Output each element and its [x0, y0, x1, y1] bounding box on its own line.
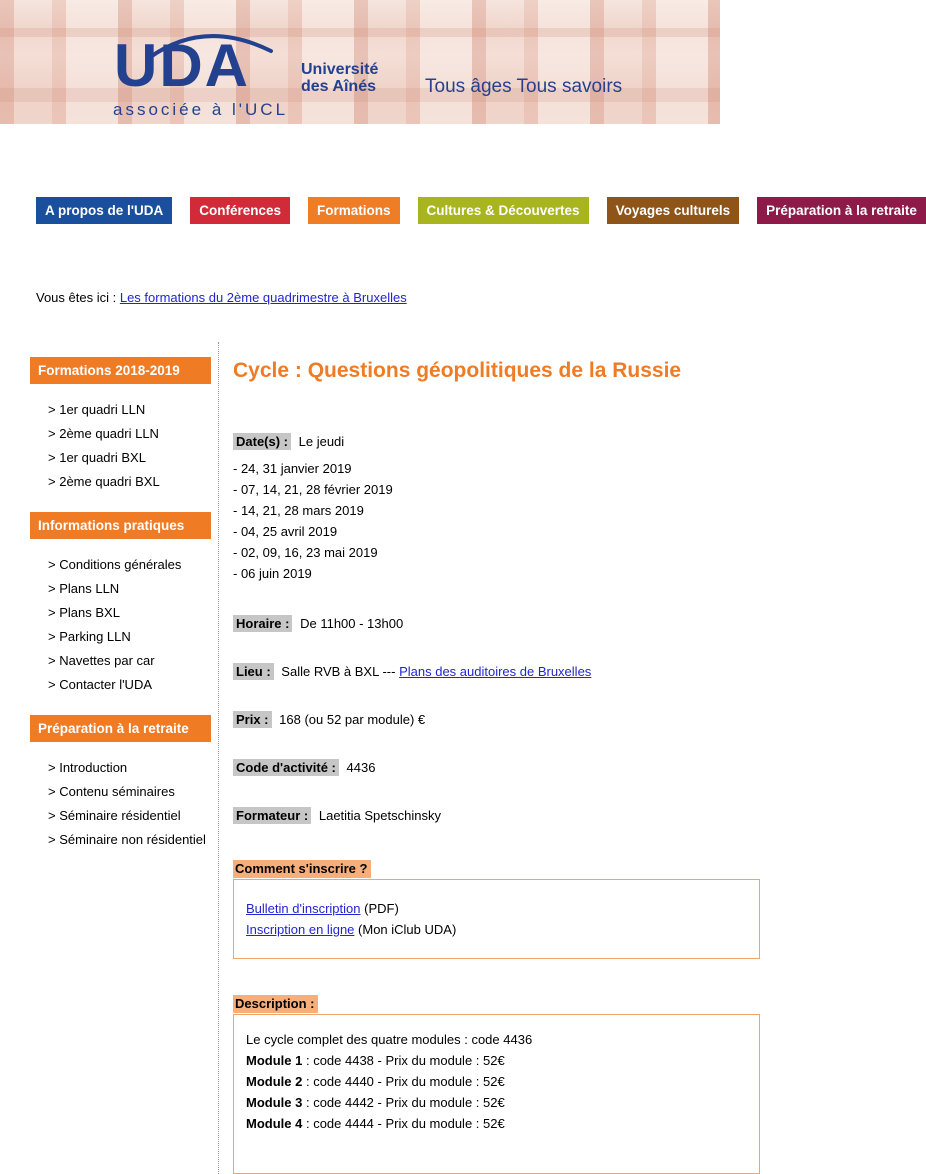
nav-item-a-propos[interactable]: A propos de l'UDA — [36, 197, 172, 224]
sidebar-section-infos-pratiques — [30, 553, 218, 697]
sidebar-section-formations — [30, 398, 218, 494]
sidebar-item-conditions-generales[interactable]: > Conditions générales — [48, 557, 182, 572]
breadcrumb-prefix: Vous êtes ici : — [36, 290, 117, 305]
date-line: - 07, 14, 21, 28 février 2019 — [233, 482, 393, 497]
header-banner — [0, 0, 720, 124]
nav-item-cultures-decouvertes[interactable]: Cultures & Découvertes — [418, 197, 589, 224]
bulletin-inscription-suffix: (PDF) — [364, 901, 399, 916]
nav-item-formations[interactable]: Formations — [308, 197, 400, 224]
logo-subtitle: Université des Aînés — [301, 61, 379, 95]
banner-tagline: Tous âges Tous savoirs — [425, 76, 623, 97]
sidebar — [30, 342, 219, 1174]
breadcrumb — [36, 290, 720, 305]
description-box — [233, 1014, 760, 1174]
nav-item-preparation-retraite[interactable]: Préparation à la retraite — [757, 197, 926, 224]
description-section — [233, 995, 760, 1174]
uda-logo: UDA — [114, 32, 250, 99]
page-title: Cycle : Questions géopolitiques de la Russie — [233, 359, 682, 382]
field-prix-value: 168 (ou 52 par module) € — [279, 712, 426, 727]
field-horaire-label: Horaire : — [233, 615, 292, 632]
field-formateur-value: Laetitia Spetschinsky — [318, 808, 441, 823]
sidebar-item-2eme-quadri-lln[interactable]: > 2ème quadri LLN — [48, 426, 159, 441]
sidebar-item-contacter-uda[interactable]: > Contacter l'UDA — [48, 677, 153, 692]
sidebar-item-seminaire-residentiel[interactable]: > Séminaire résidentiel — [48, 808, 181, 823]
plans-auditoires-link[interactable]: Plans des auditoires de Bruxelles — [399, 664, 592, 679]
module-line: Module 2 : code 4440 - Prix du module : 52€ — [246, 1074, 505, 1089]
field-lieu — [233, 663, 760, 680]
field-code-activite — [233, 759, 760, 776]
logo-baseline: associée à l'UCL — [113, 100, 289, 119]
sidebar-section-preparation-retraite — [30, 756, 218, 852]
inscription-line — [246, 898, 747, 919]
sidebar-header-formations[interactable]: Formations 2018-2019 — [30, 357, 211, 384]
inscription-box — [233, 879, 760, 959]
sidebar-item-1er-quadri-bxl[interactable]: > 1er quadri BXL — [48, 450, 146, 465]
sidebar-header-infos-pratiques[interactable]: Informations pratiques — [30, 512, 211, 539]
module-line: Module 4 : code 4444 - Prix du module : 52€ — [246, 1116, 505, 1131]
nav-item-voyages-culturels[interactable]: Voyages culturels — [607, 197, 740, 224]
field-dates — [233, 433, 760, 584]
main-content — [219, 342, 760, 1174]
field-horaire-value: De 11h00 - 13h00 — [300, 616, 404, 631]
field-prix — [233, 711, 760, 728]
inscription-en-ligne-link[interactable]: Inscription en ligne — [246, 922, 355, 937]
bulletin-inscription-link[interactable]: Bulletin d'inscription — [246, 901, 361, 916]
sidebar-item-2eme-quadri-bxl[interactable]: > 2ème quadri BXL — [48, 474, 160, 489]
sidebar-item-parking-lln[interactable]: > Parking LLN — [48, 629, 131, 644]
inscription-line — [246, 919, 747, 940]
breadcrumb-link[interactable]: Les formations du 2ème quadrimestre à Bruxelles — [119, 290, 407, 305]
sidebar-item-plans-bxl[interactable]: > Plans BXL — [48, 605, 120, 620]
module-line: Module 1 : code 4438 - Prix du module : 52€ — [246, 1053, 505, 1068]
date-line: - 24, 31 janvier 2019 — [233, 461, 352, 476]
field-dates-value: Le jeudi — [298, 434, 345, 449]
date-line: - 04, 25 avril 2019 — [233, 524, 338, 539]
date-list — [233, 458, 760, 584]
description-intro: Le cycle complet des quatre modules : code 4436 — [246, 1032, 533, 1047]
field-lieu-value: Salle RVB à BXL --- — [281, 664, 396, 679]
sidebar-item-introduction[interactable]: > Introduction — [48, 760, 128, 775]
description-header: Description : — [233, 995, 318, 1013]
sidebar-item-contenu-seminaires[interactable]: > Contenu séminaires — [48, 784, 175, 799]
field-dates-label: Date(s) : — [233, 433, 291, 450]
inscription-header: Comment s'inscrire ? — [233, 860, 371, 878]
banner-background — [0, 28, 720, 37]
field-lieu-label: Lieu : — [233, 663, 274, 680]
field-formateur-label: Formateur : — [233, 807, 311, 824]
field-horaire — [233, 615, 760, 632]
date-line: - 02, 09, 16, 23 mai 2019 — [233, 545, 378, 560]
inscription-en-ligne-suffix: (Mon iClub UDA) — [358, 922, 457, 937]
module-line: Module 3 : code 4442 - Prix du module : 52€ — [246, 1095, 505, 1110]
nav-item-conferences[interactable]: Conférences — [190, 197, 290, 224]
inscription-section — [233, 860, 760, 959]
sidebar-header-preparation-retraite[interactable]: Préparation à la retraite — [30, 715, 211, 742]
main-navigation — [36, 197, 917, 224]
field-prix-label: Prix : — [233, 711, 272, 728]
field-formateur — [233, 807, 760, 824]
date-line: - 06 juin 2019 — [233, 566, 312, 581]
sidebar-item-plans-lln[interactable]: > Plans LLN — [48, 581, 120, 596]
sidebar-item-seminaire-non-residentiel[interactable]: > Séminaire non résidentiel — [48, 832, 206, 847]
sidebar-item-1er-quadri-lln[interactable]: > 1er quadri LLN — [48, 402, 146, 417]
content-area — [30, 342, 760, 1174]
date-line: - 14, 21, 28 mars 2019 — [233, 503, 364, 518]
field-code-activite-label: Code d'activité : — [233, 759, 339, 776]
sidebar-item-navettes-par-car[interactable]: > Navettes par car — [48, 653, 155, 668]
field-code-activite-value: 4436 — [346, 760, 376, 775]
